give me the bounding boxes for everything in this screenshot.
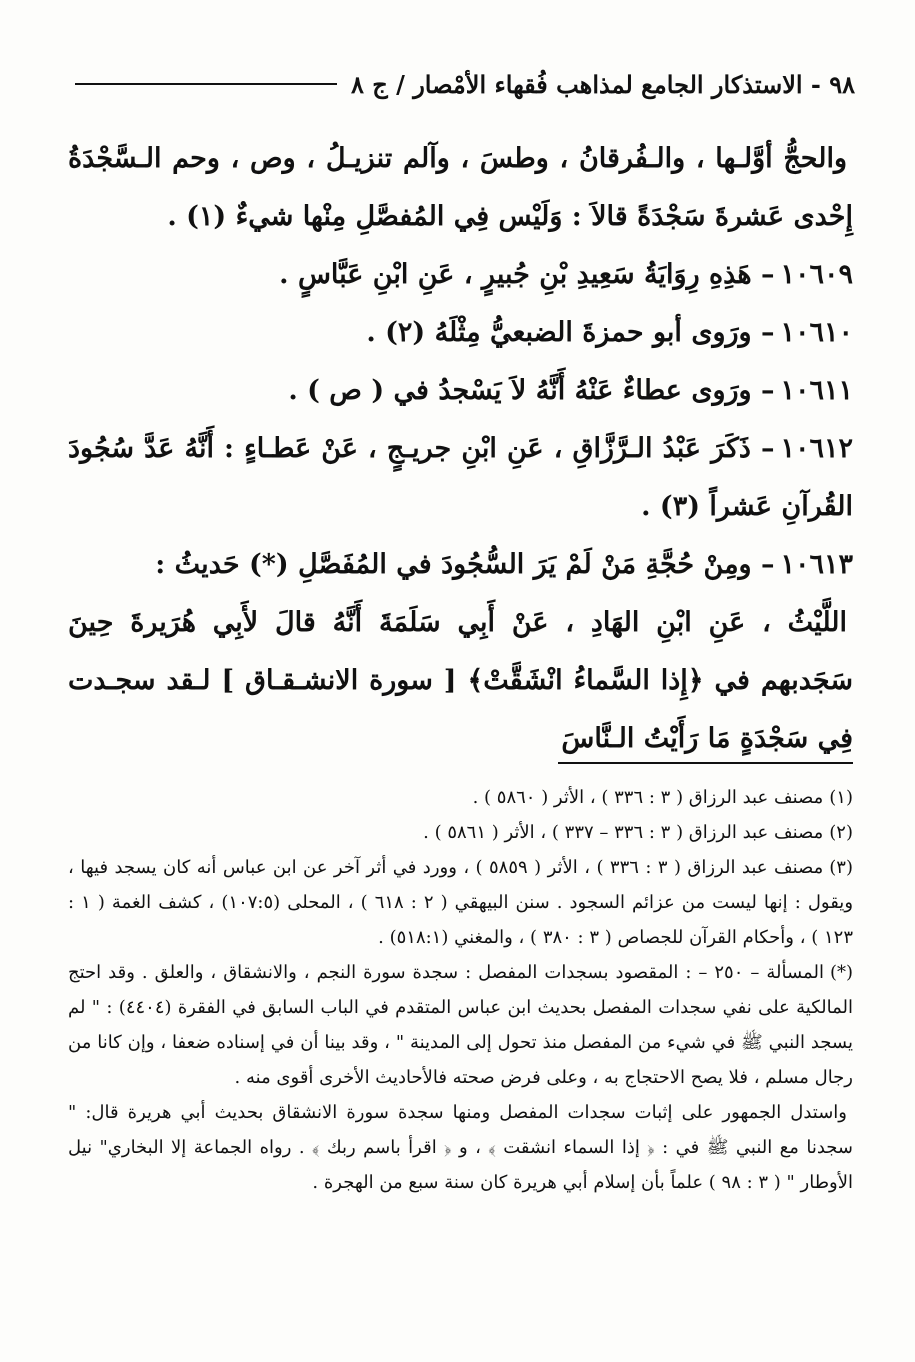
footnote-label: (٣): [829, 857, 853, 878]
footnote-label: (٢): [829, 822, 853, 843]
header-title: ٩٨ - الاستذكار الجامع لمذاهب فُقهاء الأمْصار / ج ٨: [350, 69, 855, 99]
paragraph-number: ١٠٦١٢: [780, 433, 853, 464]
footnote-continuation: [68, 1095, 853, 1200]
paragraph-number: ١٠٦١٣: [780, 549, 853, 580]
paragraph-text: – هَذِهِ رِوَايَةُ سَعِيدِ بْنِ جُبيرٍ ، عَنِ ابْنِ عَبَّاسٍ .: [279, 259, 775, 290]
paragraph-number: ١٠٦١٠: [780, 317, 853, 348]
paragraph-text: والحجُّ أوَّلـها ، والـفُرقانُ ، وطسَ ، وآلم تنزيـلُ ، وص ، وحم الـسَّجْدَةُ إِحْدى عَشرةَ سَجْدَةً قالاَ : وَلَيْس فِي المُفصَّلِ مِنْها شيءٌ (١) .: [68, 143, 853, 232]
running-header: [75, 60, 855, 108]
footnote-label: (١): [829, 787, 853, 808]
paragraph-text: – ذَكَرَ عَبْدُ الـرَّزَّاقِ ، عَنِ ابْنِ جريـجٍ ، عَنْ عَطـاءٍ : أَنَّهُ عَدَّ سُجُودَ القُرآنِ عَشراً (٣) .: [68, 433, 853, 522]
paragraph: [68, 362, 853, 420]
paragraph: [68, 130, 853, 246]
footnote-text: مصنف عبد الرزاق ( ٣ : ٣٣٦ ) ، الأثر ( ٥٨٥٩ ) ، وورد في أثر آخر عن ابن عباس أنه كان يسجد فيها ، ويقول : إنها ليست من عزائم السجود . سنن البيهقي ( ٢ : ٦١٨ ) ، المحلى (١٠٧:٥) ، كشف الغمة ( ١ : ١٢٣ ) ، وأحكام القرآن للجصاص ( ٣ : ٣٨٠ ) ، والمغني (٥١٨:١) .: [68, 857, 854, 948]
footnote: [68, 955, 853, 1095]
footnote: [68, 850, 853, 955]
paragraph-text: – ورَوى أبو حمزةَ الضبعيُّ مِثْلَهُ (٢) .: [366, 317, 775, 348]
paragraph: [68, 304, 853, 362]
footnote: [68, 815, 853, 850]
footnote: [68, 780, 853, 815]
footnotes: [68, 780, 853, 1200]
paragraph-number: ١٠٦٠٩: [780, 259, 853, 290]
paragraph-text: – ومِنْ حُجَّةِ مَنْ لَمْ يَرَ السُّجُودَ في المُفَصَّلِ (*) حَديثُ :: [155, 549, 775, 580]
footnote-separator: [558, 762, 853, 764]
footnote-text: مصنف عبد الرزاق ( ٣ : ٣٣٦ ) ، الأثر ( ٥٨٦٠ ) .: [472, 787, 824, 808]
paragraph: [68, 536, 853, 594]
paragraph-text: اللَّيْثُ ، عَنِ ابْنِ الهَادِ ، عَنْ أَبِي سَلَمَةَ أَنَّهُ قالَ لأَبِي هُرَيرةَ حِينَ سَجَدبهم في ﴿إِذا السَّماءُ انْشَقَّتْ﴾ [ سورة الانشـقـاق ] لـقد سجـدت فِي سَجْدَةٍ مَا رَأَيْتُ الـنَّاسَ: [68, 607, 853, 754]
paragraph: [68, 246, 853, 304]
footnote-text: مصنف عبد الرزاق ( ٣ : ٣٣٦ – ٣٣٧ ) ، الأثر ( ٥٨٦١ ) .: [423, 822, 824, 843]
paragraph-text: – ورَوى عطاءٌ عَنْهُ أَنَّهُ لاَ يَسْجدُ في ( ص ) .: [288, 375, 775, 406]
header-rule: [75, 83, 337, 85]
paragraph: [68, 420, 853, 536]
footnote-label: (*): [829, 962, 853, 983]
footnote-text: واستدل الجمهور على إثبات سجدات المفصل ومنها سجدة سورة الانشقاق بحديث أبي هريرة قال: " سجدنا مع النبي ﷺ في : ﴿ إذا السماء انشقت ﴾ ، و ﴿ اقرأ باسم ربك ﴾ . رواه الجماعة إلا البخاري" نيل الأوطار " ( ٣ : ٩٨ ) علماً بأن إسلام أبي هريرة كان سنة سبع من الهجرة .: [68, 1102, 853, 1193]
footnote-text: المسألة – ٢٥٠ – : المقصود بسجدات المفصل : سجدة سورة النجم ، والانشقاق ، والعلق . وقد احتج المالكية على نفي سجدات المفصل بحديث ابن عباس المتقدم في الباب السابق في الفقرة (٤٤٠٤) : " لم يسجد النبي ﷺ في شيء من المفصل منذ تحول إلى المدينة " ، وقد بينا أن في إسناده ضعفا ، وإن كانا من رجال مسلم ، فلا يصح الاحتجاج به ، وعلى فرض صحته فالأحاديث الأخرى أقوى منه .: [68, 962, 853, 1088]
main-text: [68, 130, 853, 768]
paragraph: [68, 594, 853, 768]
paragraph-number: ١٠٦١١: [780, 375, 853, 406]
